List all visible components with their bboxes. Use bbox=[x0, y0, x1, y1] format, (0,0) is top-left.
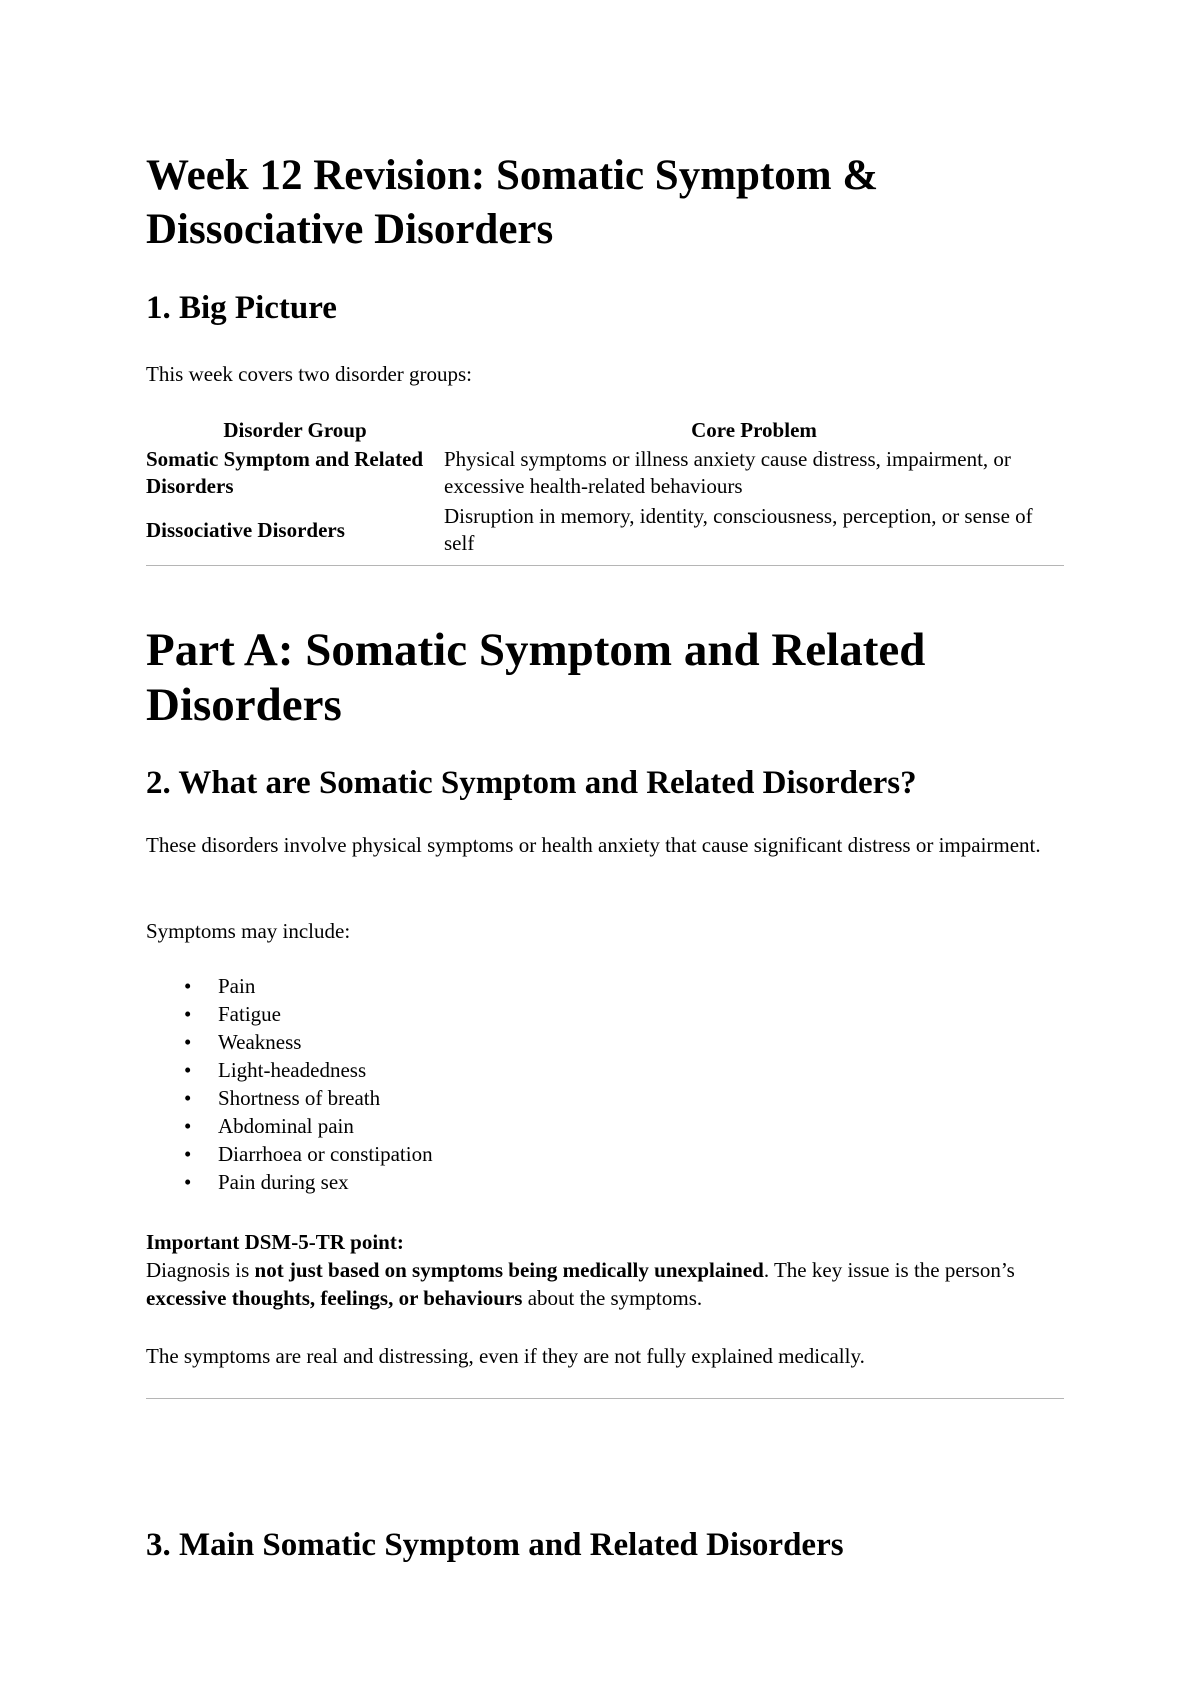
dsm-emphasis: not just based on symptoms being medically unexplained bbox=[254, 1258, 764, 1282]
section-heading-main-disorders: 3. Main Somatic Symptom and Related Disorders bbox=[146, 1527, 844, 1563]
list-item: • Pain during sex bbox=[146, 1168, 1064, 1196]
divider bbox=[146, 1398, 1064, 1399]
table-cell-problem: Physical symptoms or illness anxiety cause distress, impairment, or excessive health-related behaviours bbox=[444, 447, 1011, 498]
list-item: • Fatigue bbox=[146, 1000, 1064, 1028]
disorder-groups-table bbox=[146, 416, 1064, 560]
real-symptoms-note: The symptoms are real and distressing, even if they are not fully explained medically. bbox=[146, 1344, 865, 1368]
list-item: • Abdominal pain bbox=[146, 1112, 1064, 1140]
dsm-text: about the symptoms. bbox=[522, 1286, 703, 1310]
table-cell-problem: Disruption in memory, identity, consciousness, perception, or sense of self bbox=[444, 504, 1033, 555]
list-item: • Light-headedness bbox=[146, 1056, 1064, 1084]
part-a-heading: Part A: Somatic Symptom and Related Disorders bbox=[146, 624, 926, 731]
dsm-note bbox=[146, 1228, 1064, 1312]
description-paragraph: These disorders involve physical symptoms or health anxiety that cause significant distress or impairment. bbox=[146, 833, 1041, 857]
list-item: • Pain bbox=[146, 972, 1064, 1000]
list-item: • Diarrhoea or constipation bbox=[146, 1140, 1064, 1168]
symptoms-list bbox=[146, 972, 1064, 1196]
table-row bbox=[146, 503, 1064, 560]
table-header-core-problem: Core Problem bbox=[691, 418, 817, 442]
table-header-row bbox=[146, 416, 1064, 446]
table-cell-group: Dissociative Disorders bbox=[146, 517, 345, 542]
intro-paragraph: This week covers two disorder groups: bbox=[146, 362, 473, 386]
table-cell-group: Somatic Symptom and Related Disorders bbox=[146, 447, 424, 498]
dsm-label: Important DSM-5-TR point: bbox=[146, 1230, 404, 1254]
section-heading-big-picture: 1. Big Picture bbox=[146, 290, 337, 326]
dsm-emphasis: excessive thoughts, feelings, or behaviours bbox=[146, 1286, 523, 1310]
list-item: • Weakness bbox=[146, 1028, 1064, 1056]
table-row bbox=[146, 446, 1064, 503]
section-heading-what-are: 2. What are Somatic Symptom and Related Disorders? bbox=[146, 765, 917, 801]
dsm-text: Diagnosis is bbox=[146, 1258, 255, 1282]
symptoms-lead: Symptoms may include: bbox=[146, 919, 351, 943]
divider bbox=[146, 565, 1064, 566]
document-title: Week 12 Revision: Somatic Symptom & Dissociative Disorders bbox=[146, 152, 879, 253]
table-header-disorder-group: Disorder Group bbox=[223, 418, 367, 442]
dsm-text: . The key issue is the person’s bbox=[763, 1258, 1015, 1282]
list-item: • Shortness of breath bbox=[146, 1084, 1064, 1112]
